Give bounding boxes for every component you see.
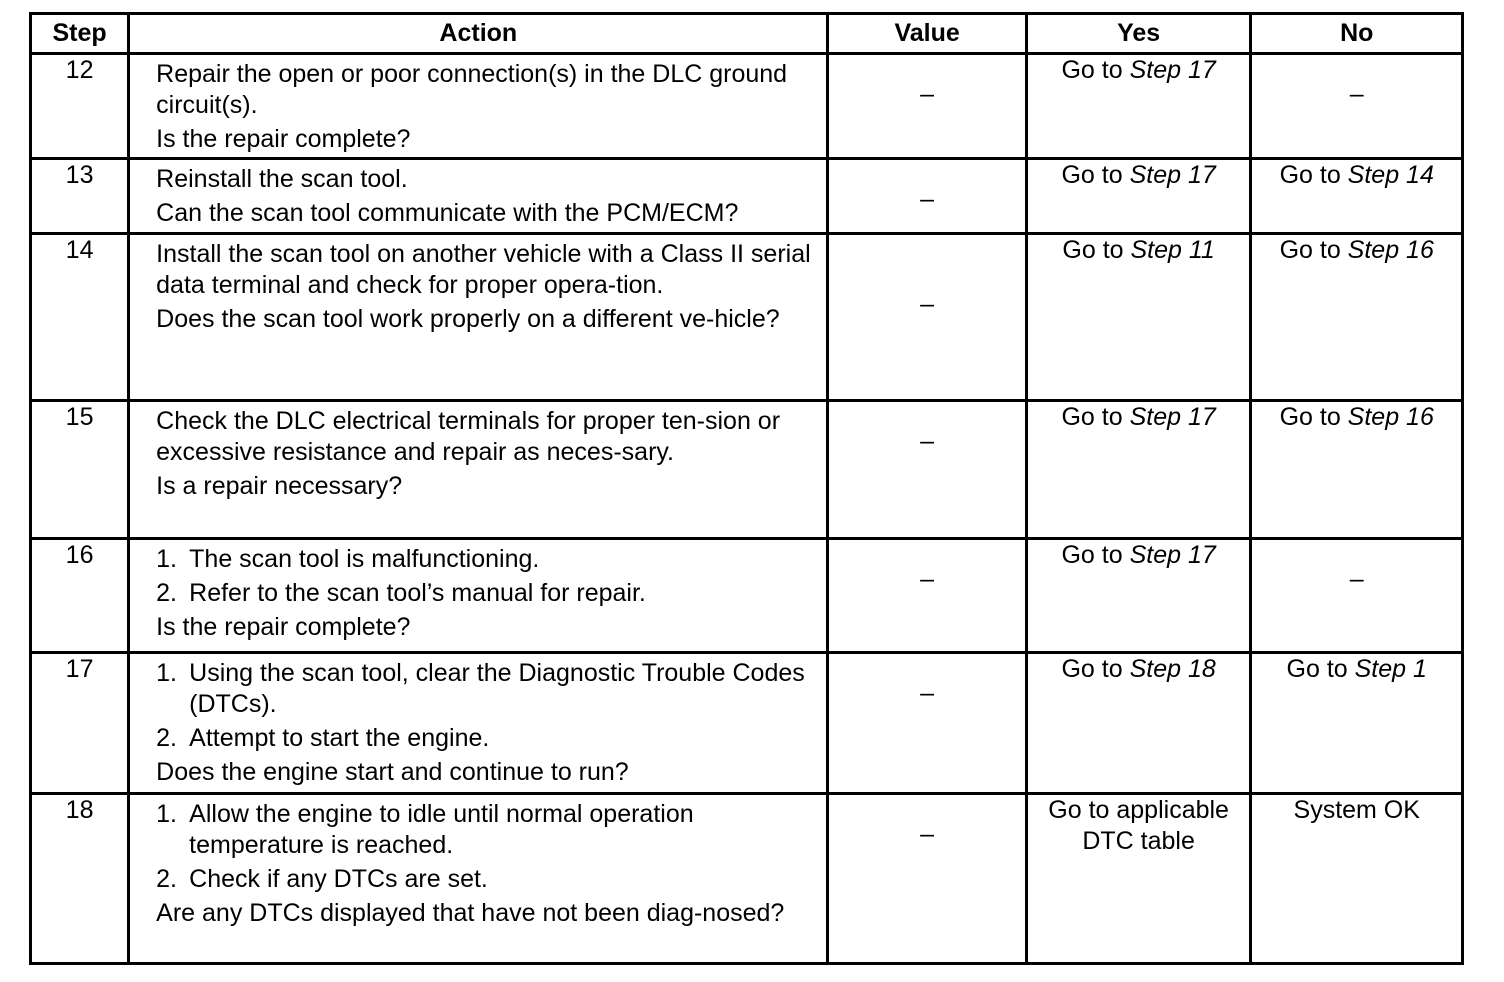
action-list-item	[156, 864, 816, 895]
header-yes: Yes	[1026, 14, 1251, 54]
no-prefix: Go to	[1279, 403, 1348, 431]
action-list-number: 1.	[156, 659, 178, 687]
yes-cell	[1026, 653, 1251, 794]
action-question: Does the engine start and continue to run?	[156, 758, 629, 786]
action-list-item	[156, 723, 816, 754]
value-dash: –	[920, 290, 935, 318]
step-number: 18	[31, 794, 129, 964]
action-text: Reinstall the scan tool.	[156, 165, 408, 193]
no-cell	[1251, 653, 1463, 794]
table-row	[31, 159, 1463, 234]
yes-cell	[1026, 539, 1251, 653]
step-number: 13	[31, 159, 129, 234]
no-prefix: Go to	[1279, 161, 1348, 189]
action-text: Repair the open or poor connection(s) in the DLC ground circuit(s).	[156, 60, 788, 119]
value-cell	[828, 653, 1026, 794]
yes-cell	[1026, 159, 1251, 234]
yes-line: Go to applicable	[1048, 796, 1229, 824]
action-list-text: Attempt to start the engine.	[189, 724, 490, 752]
action-text: Does the scan tool work properly on a different ve-hicle?	[156, 305, 780, 333]
action-list-item	[156, 544, 816, 575]
header-step: Step	[31, 14, 129, 54]
yes-step-link[interactable]: Step 17	[1129, 541, 1216, 569]
value-dash: –	[920, 565, 935, 593]
no-step-link[interactable]: Step 16	[1347, 236, 1434, 264]
action-text: Can the scan tool communicate with the PCM/ECM?	[156, 199, 739, 227]
no-cell	[1251, 539, 1463, 653]
yes-cell	[1026, 401, 1251, 539]
no-cell	[1251, 159, 1463, 234]
table-row	[31, 54, 1463, 159]
header-row	[31, 14, 1463, 54]
action-list-item	[156, 658, 816, 720]
table-row	[31, 794, 1463, 964]
table-row	[31, 539, 1463, 653]
yes-prefix: Go to	[1061, 541, 1130, 569]
step-number: 12	[31, 54, 129, 159]
no-text: –	[1349, 565, 1364, 593]
yes-cell	[1026, 794, 1251, 964]
yes-step-link[interactable]: Step 17	[1129, 403, 1216, 431]
value-cell	[828, 54, 1026, 159]
yes-prefix: Go to	[1061, 56, 1130, 84]
yes-prefix: Go to	[1062, 236, 1131, 264]
yes-step-link[interactable]: Step 18	[1129, 655, 1216, 683]
yes-prefix: Go to	[1061, 161, 1130, 189]
action-text: Is the repair complete?	[156, 125, 411, 153]
yes-prefix: Go to	[1061, 403, 1130, 431]
action-cell	[129, 234, 828, 401]
yes-cell	[1026, 54, 1251, 159]
action-cell	[129, 653, 828, 794]
action-list-number: 1.	[156, 800, 178, 828]
action-list-text: Allow the engine to idle until normal operation temperature is reached.	[189, 800, 694, 859]
diagnostic-table	[29, 12, 1464, 965]
action-list-text: The scan tool is malfunctioning.	[189, 545, 540, 573]
no-step-link[interactable]: Step 1	[1354, 655, 1427, 683]
no-text: System OK	[1293, 796, 1420, 824]
value-dash: –	[920, 820, 935, 848]
action-list-number: 2.	[156, 865, 178, 893]
table-body	[31, 54, 1463, 964]
value-cell	[828, 539, 1026, 653]
action-question: Is the repair complete?	[156, 613, 411, 641]
value-cell	[828, 234, 1026, 401]
no-prefix: Go to	[1279, 236, 1348, 264]
no-step-link[interactable]: Step 16	[1347, 403, 1434, 431]
action-list-text: Refer to the scan tool’s manual for repair.	[189, 579, 646, 607]
no-cell	[1251, 234, 1463, 401]
value-cell	[828, 794, 1026, 964]
action-list-number: 2.	[156, 579, 178, 607]
header-value: Value	[828, 14, 1026, 54]
value-dash: –	[920, 185, 935, 213]
table-row	[31, 401, 1463, 539]
yes-lines	[1028, 795, 1250, 857]
yes-step-link[interactable]: Step 17	[1129, 161, 1216, 189]
action-cell	[129, 159, 828, 234]
table-row	[31, 234, 1463, 401]
table-row	[31, 653, 1463, 794]
no-cell	[1251, 401, 1463, 539]
no-cell	[1251, 54, 1463, 159]
value-cell	[828, 401, 1026, 539]
value-dash: –	[920, 80, 935, 108]
no-text: –	[1349, 80, 1364, 108]
action-text: Install the scan tool on another vehicle with a Class II serial data terminal and check for proper opera-tion.	[156, 240, 811, 299]
header-no: No	[1251, 14, 1463, 54]
yes-line: DTC table	[1082, 827, 1195, 855]
no-prefix: Go to	[1286, 655, 1355, 683]
yes-prefix: Go to	[1061, 655, 1130, 683]
action-cell	[129, 794, 828, 964]
no-cell	[1251, 794, 1463, 964]
value-dash: –	[920, 427, 935, 455]
header-action: Action	[129, 14, 828, 54]
action-cell	[129, 539, 828, 653]
value-cell	[828, 159, 1026, 234]
action-list-item	[156, 799, 816, 861]
yes-cell	[1026, 234, 1251, 401]
value-dash: –	[920, 679, 935, 707]
no-step-link[interactable]: Step 14	[1347, 161, 1434, 189]
action-cell	[129, 54, 828, 159]
action-list-number: 2.	[156, 724, 178, 752]
step-number: 17	[31, 653, 129, 794]
action-list-item	[156, 578, 816, 609]
action-cell	[129, 401, 828, 539]
yes-step-link[interactable]: Step 17	[1129, 56, 1216, 84]
step-number: 16	[31, 539, 129, 653]
action-list-text: Using the scan tool, clear the Diagnostic Trouble Codes (DTCs).	[189, 659, 805, 718]
action-list-text: Check if any DTCs are set.	[189, 865, 488, 893]
step-number: 14	[31, 234, 129, 401]
yes-step-link[interactable]: Step 11	[1130, 236, 1215, 264]
action-text: Is a repair necessary?	[156, 472, 403, 500]
step-number: 15	[31, 401, 129, 539]
action-list-number: 1.	[156, 545, 178, 573]
action-text: Check the DLC electrical terminals for proper ten-sion or excessive resistance and repair as neces-sary.	[156, 407, 781, 466]
action-question: Are any DTCs displayed that have not been diag-nosed?	[156, 899, 785, 927]
